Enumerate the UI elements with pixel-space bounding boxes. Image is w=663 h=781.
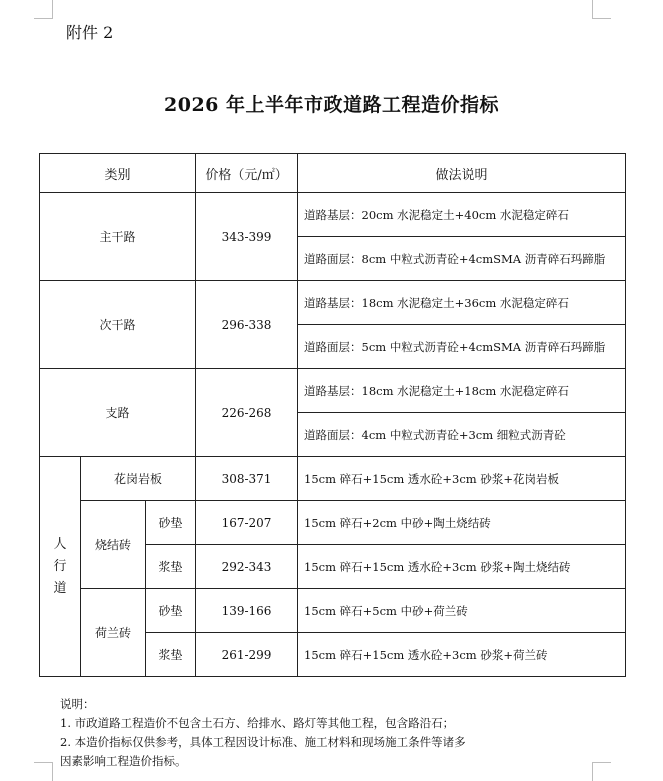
method-branch-base: 道路基层：18cm 水泥稳定土+18cm 水泥稳定碎石 <box>298 369 626 413</box>
table-row <box>40 589 626 633</box>
road-type-branch: 支路 <box>40 369 196 457</box>
header-method: 做法说明 <box>298 154 626 193</box>
sidewalk-label-cell <box>40 457 81 677</box>
cushion-fired-sand: 砂垫 <box>146 501 196 545</box>
cost-index-table <box>39 153 626 677</box>
table-row <box>40 369 626 413</box>
method-arterial-base: 道路基层：20cm 水泥稳定土+40cm 水泥稳定碎石 <box>298 193 626 237</box>
road-type-secondary: 次干路 <box>40 281 196 369</box>
attachment-label: 附件 2 <box>66 23 114 42</box>
crop-mark-bottom-left <box>34 762 53 781</box>
header-category: 类别 <box>40 154 196 193</box>
method-secondary-base: 道路基层：18cm 水泥稳定土+36cm 水泥稳定碎石 <box>298 281 626 325</box>
price-branch: 226-268 <box>196 369 298 457</box>
sidewalk-fired-brick: 烧结砖 <box>81 501 146 589</box>
crop-mark-top-left <box>34 0 53 19</box>
notes-heading: 说明： <box>60 697 95 711</box>
method-granite: 15cm 碎石+15cm 透水砼+3cm 砂浆+花岗岩板 <box>298 457 626 501</box>
table-header-row <box>40 154 626 193</box>
cushion-dutch-mortar: 浆垫 <box>146 633 196 677</box>
method-branch-surface: 道路面层：4cm 中粒式沥青砼+3cm 细粒式沥青砼 <box>298 413 626 457</box>
price-dutch-mortar: 261-299 <box>196 633 298 677</box>
method-arterial-surface: 道路面层：8cm 中粒式沥青砼+4cmSMA 沥青碎石玛蹄脂 <box>298 237 626 281</box>
table-row <box>40 457 626 501</box>
note-line-2: 2. 本造价指标仅供参考，具体工程因设计标准、施工材料和现场施工条件等诸多 <box>60 735 466 749</box>
header-price: 价格（元/㎡） <box>196 154 298 193</box>
sidewalk-label: 人行道 <box>53 536 67 596</box>
price-granite: 308-371 <box>196 457 298 501</box>
table-row <box>40 501 626 545</box>
note-line-3: 因素影响工程造价指标。 <box>60 754 187 768</box>
price-dutch-sand: 139-166 <box>196 589 298 633</box>
document-title: 2026 年上半年市政道路工程造价指标 <box>164 94 499 116</box>
cushion-fired-mortar: 浆垫 <box>146 545 196 589</box>
price-fired-sand: 167-207 <box>196 501 298 545</box>
method-dutch-mortar: 15cm 碎石+15cm 透水砼+3cm 砂浆+荷兰砖 <box>298 633 626 677</box>
price-arterial: 343-399 <box>196 193 298 281</box>
road-type-arterial: 主干路 <box>40 193 196 281</box>
note-line-1: 1. 市政道路工程造价不包含土石方、给排水、路灯等其他工程，包含路沿石； <box>60 716 455 730</box>
method-secondary-surface: 道路面层：5cm 中粒式沥青砼+4cmSMA 沥青碎石玛蹄脂 <box>298 325 626 369</box>
price-fired-mortar: 292-343 <box>196 545 298 589</box>
method-fired-mortar: 15cm 碎石+15cm 透水砼+3cm 砂浆+陶土烧结砖 <box>298 545 626 589</box>
notes <box>60 695 466 771</box>
table-row <box>40 193 626 237</box>
method-dutch-sand: 15cm 碎石+5cm 中砂+荷兰砖 <box>298 589 626 633</box>
sidewalk-dutch-brick: 荷兰砖 <box>81 589 146 677</box>
cushion-dutch-sand: 砂垫 <box>146 589 196 633</box>
price-secondary: 296-338 <box>196 281 298 369</box>
table-row <box>40 281 626 325</box>
crop-mark-bottom-right <box>592 762 611 781</box>
crop-mark-top-right <box>592 0 611 19</box>
method-fired-sand: 15cm 碎石+2cm 中砂+陶土烧结砖 <box>298 501 626 545</box>
sidewalk-granite: 花岗岩板 <box>81 457 196 501</box>
